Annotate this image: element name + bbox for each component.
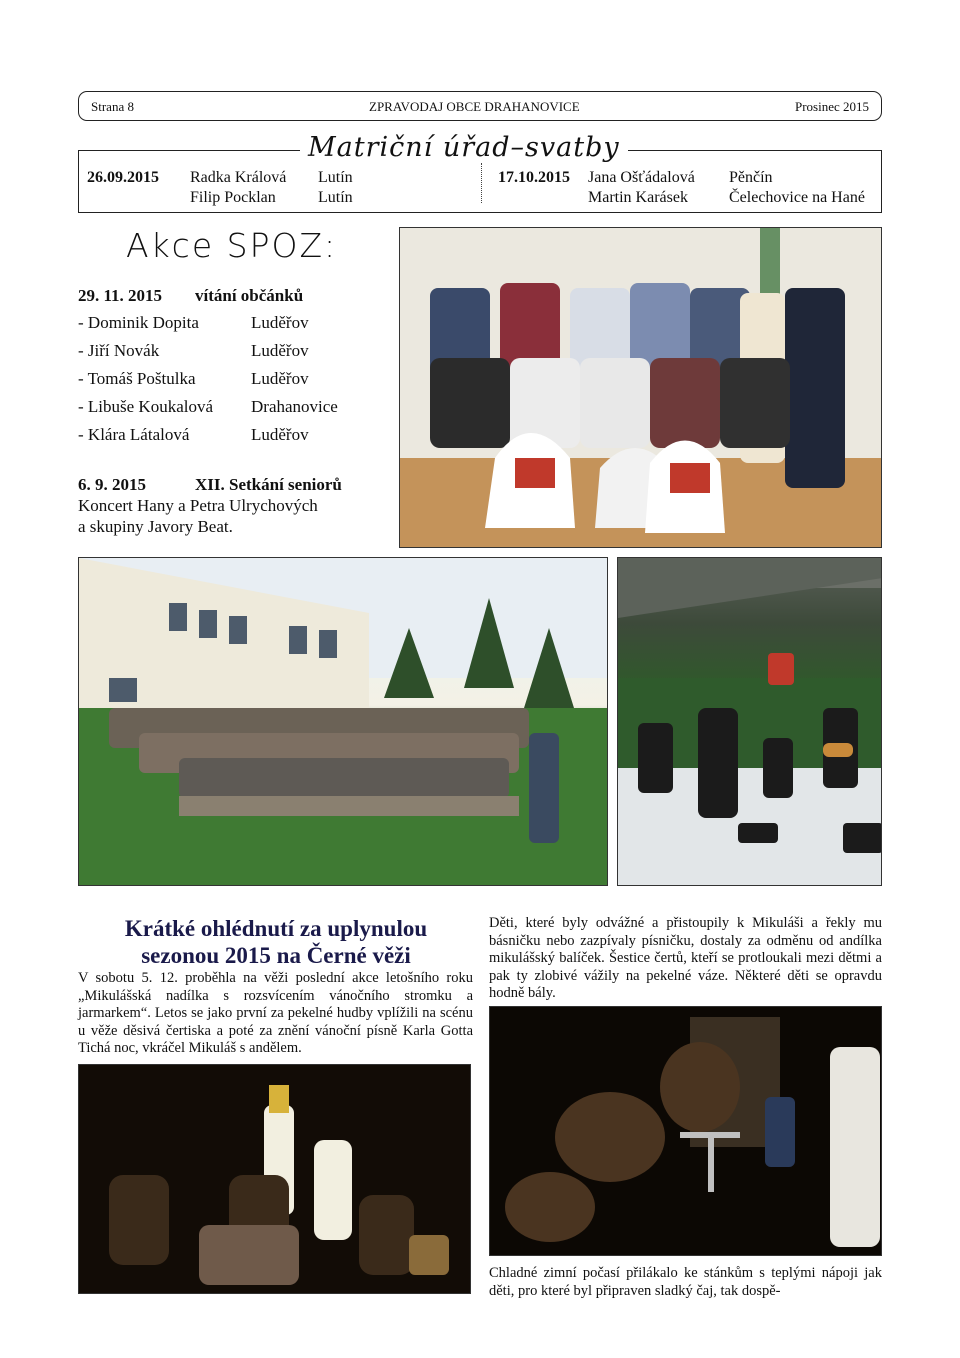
wedding-left-bride: Radka Králová bbox=[190, 169, 287, 186]
wedding-left-date: 26.09.2015 bbox=[87, 169, 159, 186]
issue-date: Prosinec 2015 bbox=[794, 99, 869, 114]
event2-date: 6. 9. 2015 bbox=[78, 475, 146, 494]
list-item: - Libuše Koukalová bbox=[78, 397, 214, 416]
list-item: Luděřov bbox=[251, 369, 309, 388]
event1-date: 29. 11. 2015 bbox=[78, 286, 163, 305]
article-title bbox=[78, 915, 474, 969]
devils-illustration bbox=[490, 1007, 882, 1256]
wedding-left-groom-place: Lutín bbox=[318, 189, 353, 206]
concert-stage-photo bbox=[617, 557, 882, 886]
wedding-right-date: 17.10.2015 bbox=[498, 169, 570, 186]
list-item: Luděřov bbox=[251, 425, 309, 444]
wedding-right-groom: Martin Karásek bbox=[588, 189, 688, 206]
wedding-left-bride-place: Lutín bbox=[318, 169, 353, 186]
list-item: Luděřov bbox=[251, 341, 309, 360]
event1-name: vítání občánků bbox=[195, 286, 304, 305]
divider bbox=[481, 163, 482, 203]
list-item: Drahanovice bbox=[251, 397, 338, 416]
wedding-right-groom-place: Čelechovice na Hané bbox=[729, 189, 865, 206]
mikulas-angel-devils-photo bbox=[78, 1064, 471, 1294]
event2-line2: a skupiny Javory Beat. bbox=[78, 517, 233, 536]
publication-title: ZPRAVODAJ OBCE DRAHANOVICE bbox=[369, 99, 580, 114]
event2-name: XII. Setkání seniorů bbox=[195, 475, 342, 494]
wedding-right-bride-place: Pěnčín bbox=[729, 169, 773, 186]
children-list bbox=[78, 313, 378, 453]
mikulas-illustration bbox=[79, 1065, 471, 1294]
list-item: Luděřov bbox=[251, 313, 309, 332]
welcome-citizens-group-photo bbox=[399, 227, 882, 548]
article-title-line1: Krátké ohlédnutí za uplynulou bbox=[124, 916, 428, 941]
list-item: - Tomáš Poštulka bbox=[78, 369, 196, 388]
weddings-title: Matriční úřad–svatby bbox=[300, 132, 628, 163]
article-body-bottom: Chladné zimní počasí přilákalo ke stánkům s teplými nápoji jak děti, pro které byl připraven sladký čaj, tak dospě- bbox=[489, 1265, 882, 1299]
spoz-title: Akce SPOZ: bbox=[126, 226, 338, 265]
article-title-line2: sezonou 2015 na Černé věži bbox=[141, 943, 411, 968]
page-number: Strana 8 bbox=[91, 99, 134, 114]
article-body-left: V sobotu 5. 12. proběhla na věži poslední akce letošního roku „Mikulášská nadílka s rozsvícením vánočního stromku a jarmarkem“. Letos se jako první za pekelné hudby vplížili na scénu u věže děsivá čertiska a poté za znění vánoční písně Karla Gotta Tichá noc, vkráčel Mikuláš s andělem. bbox=[78, 970, 473, 1056]
list-item: - Jiří Novák bbox=[78, 341, 160, 360]
wedding-left-groom: Filip Pocklan bbox=[190, 189, 276, 206]
concert-illustration bbox=[618, 558, 882, 886]
article-body-right: Děti, které byly odvážné a přistoupily k Mikuláši a řekly mu básničku nebo zazpívaly písničku, dostaly za odměnu od andílka mikulášský balíček. Šestice čertů, kteří se protloukali mezi dětmi a pak ty zlobivé vážily na pekelné váze. Některé děti se opravdu hodně bály. bbox=[489, 915, 882, 1001]
list-item: - Dominik Dopita bbox=[78, 313, 199, 332]
audience-illustration bbox=[79, 558, 608, 886]
seniors-audience-photo bbox=[78, 557, 608, 886]
list-item: - Klára Látalová bbox=[78, 425, 190, 444]
group-photo-illustration bbox=[400, 228, 882, 548]
event2-line1: Koncert Hany a Petra Ulrychových bbox=[78, 496, 318, 515]
wedding-right-bride: Jana Ošťádalová bbox=[588, 169, 695, 186]
devils-scale-children-photo bbox=[489, 1006, 882, 1256]
page-header bbox=[78, 91, 882, 121]
